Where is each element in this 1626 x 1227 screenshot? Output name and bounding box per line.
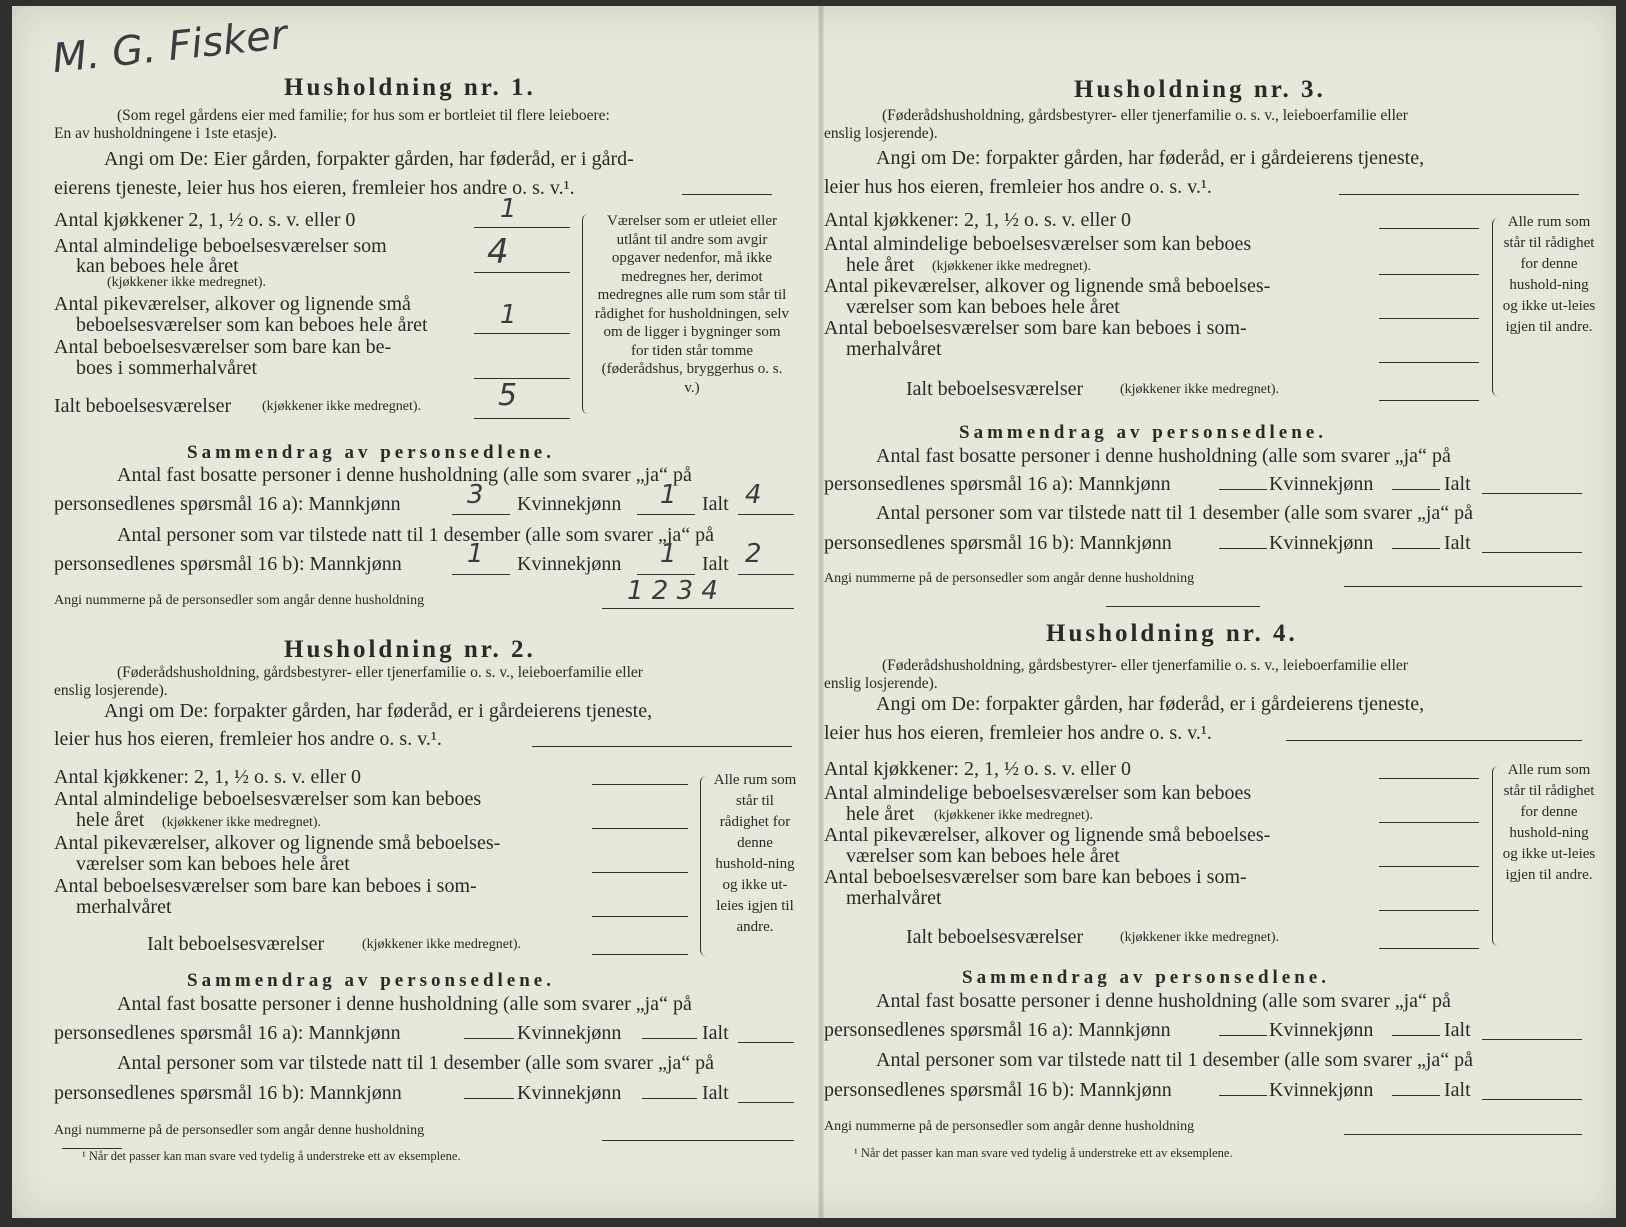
h1-a-line-2: [637, 514, 695, 515]
h1-a-kv-label: Kvinnekjønn: [517, 493, 622, 515]
h3-maid-2: værelser som kan beboes hele året: [846, 296, 1120, 318]
h2-summer-2: merhalvåret: [76, 896, 172, 918]
h4-kitchens-label: Antal kjøkkener: 2, 1, ½ o. s. v. eller 0: [824, 758, 1131, 780]
h4-num-label: Angi nummerne på de personsedler som angår denne husholdning: [824, 1119, 1195, 1134]
h1-b-kvinne: 1: [660, 539, 677, 569]
h1-b-line-3: [738, 574, 794, 575]
h1-total-note: (kjøkkener ikke medregnet).: [262, 399, 421, 414]
h4-total-note: (kjøkkener ikke medregnet).: [1120, 930, 1279, 945]
handwritten-signature: M. G. Fisker: [50, 11, 290, 83]
h1-b-ialt-label: Ialt: [702, 553, 729, 575]
census-sheet: [12, 6, 1616, 1218]
h4-s3: Antal personer som var tilstede natt til 1 desember (alle som svarer „ja“ på: [876, 1049, 1474, 1071]
h2-b-line-3: [738, 1102, 794, 1103]
h4-note-2: enslig losjerende).: [824, 675, 938, 692]
h2-num-line: [602, 1140, 794, 1141]
h1-s3: Antal personer som var tilstede natt til 1 desember (alle som svarer „ja“ på: [117, 524, 715, 546]
h4-footnote: ¹ Når det passer kan man svare ved tydelig å understreke ett av eksemplene.: [854, 1146, 1233, 1160]
h2-kitchens-line: [592, 784, 688, 785]
h4-s2: personsedlenes spørsmål 16 a): Mannkjønn: [824, 1019, 1171, 1041]
h1-rooms-line: [474, 272, 570, 273]
h4-summer-2: merhalvåret: [846, 887, 942, 909]
h2-a-line-3: [738, 1042, 794, 1043]
h1-kitchens-line: [474, 227, 570, 228]
h3-rooms-2: hele året: [846, 254, 915, 276]
h3-section-divider: [1106, 606, 1260, 607]
h4-angi-1: Angi om De: forpakter gården, har føderåd, er i gårdeierens tjeneste,: [876, 693, 1425, 715]
h3-rooms-note: (kjøkkener ikke medregnet).: [932, 259, 1091, 274]
h3-num-label: Angi nummerne på de personsedler som angår denne husholdning: [824, 571, 1195, 586]
h3-a-line-2: [1392, 489, 1440, 490]
h3-num-line: [1344, 586, 1582, 587]
h1-rooms-value: 4: [487, 232, 509, 272]
h2-maid-2: værelser som kan beboes hele året: [76, 853, 350, 875]
h4-s4: personsedlenes spørsmål 16 b): Mannkjønn: [824, 1079, 1172, 1101]
h1-a-ialt-label: Ialt: [702, 493, 729, 515]
h2-b-line-1: [464, 1098, 514, 1099]
h1-s4: personsedlenes spørsmål 16 b): Mannkjønn: [54, 553, 402, 575]
h2-total-line: [592, 954, 688, 955]
h3-rooms-line: [1379, 274, 1479, 275]
h4-total-label: Ialt beboelsesværelser: [906, 926, 1084, 948]
h1-total-label: Ialt beboelsesværelser: [54, 395, 232, 417]
h1-summer-2: boes i sommerhalvåret: [76, 357, 258, 379]
h2-total-label: Ialt beboelsesværelser: [147, 933, 325, 955]
h1-s2: personsedlenes spørsmål 16 a): Mannkjønn: [54, 493, 401, 515]
h1-brace: [582, 214, 593, 414]
h3-angi-1: Angi om De: forpakter gården, har føderåd, er i gårdeierens tjeneste,: [876, 147, 1425, 169]
h3-title: Husholdning nr. 3.: [1074, 76, 1326, 103]
h1-angi-2: eierens tjeneste, leier hus hos eieren, fremleier hos andre o. s. v.¹.: [54, 177, 575, 199]
h2-b-kv-label: Kvinnekjønn: [517, 1082, 622, 1104]
h2-side-note: Alle rum som står til rådighet for denne hushold-ning og ikke ut-leies igjen til andre.: [713, 772, 797, 935]
h2-num-label: Angi nummerne på de personsedler som angår denne husholdning: [54, 1123, 425, 1138]
h4-a-ialt-label: Ialt: [1444, 1019, 1471, 1041]
h1-maid-2: beboelsesværelser som kan beboes hele året: [76, 314, 428, 336]
h4-summary-title: Sammendrag av personsedlene.: [962, 967, 1330, 988]
h1-summer-line: [474, 378, 570, 379]
h2-title: Husholdning nr. 2.: [284, 636, 536, 663]
h3-side-note: Alle rum som står til rådighet for denne hushold-ning og ikke ut-leies igjen til andre.: [1502, 214, 1596, 335]
h1-num-line: [602, 608, 794, 609]
h2-b-ialt-label: Ialt: [702, 1082, 729, 1104]
h2-b-line-2: [642, 1098, 697, 1099]
left-page: [12, 6, 818, 1218]
h3-total-line: [1379, 400, 1479, 401]
h3-s2: personsedlenes spørsmål 16 a): Mannkjønn: [824, 473, 1171, 495]
h1-num-value: 1 2 3 4: [627, 576, 718, 606]
h4-side-note: Alle rum som står til rådighet for denne hushold-ning og ikke ut-leies igjen til andre.: [1502, 762, 1596, 883]
h1-maid-1: Antal pikeværelser, alkover og lignende små: [54, 293, 411, 315]
h2-s2: personsedlenes spørsmål 16 a): Mannkjønn: [54, 1022, 401, 1044]
h3-maid-line: [1379, 318, 1479, 319]
h3-summary-title: Sammendrag av personsedlene.: [959, 422, 1327, 443]
h4-summer-line: [1379, 910, 1479, 911]
h1-b-kv-label: Kvinnekjønn: [517, 553, 622, 575]
h4-kitchens-line: [1379, 778, 1479, 779]
h3-b-ialt-label: Ialt: [1444, 532, 1471, 554]
h4-rooms-1: Antal almindelige beboelsesværelser som kan beboes: [824, 782, 1252, 804]
h4-rooms-line: [1379, 822, 1479, 823]
h3-b-line-1: [1219, 548, 1267, 549]
h1-b-line-1: [452, 574, 510, 575]
h2-s1: Antal fast bosatte personer i denne husholdning (alle som svarer „ja“ på: [117, 993, 692, 1015]
h2-footnote: ¹ Når det passer kan man svare ved tydelig å understreke ett av eksemplene.: [82, 1149, 461, 1163]
h3-a-line-3: [1482, 493, 1582, 494]
h3-b-kv-label: Kvinnekjønn: [1269, 532, 1374, 554]
h2-summer-line: [592, 916, 688, 917]
h1-note-2: En av husholdningene i 1ste etasje).: [54, 125, 277, 142]
h1-a-kvinne: 1: [660, 480, 677, 510]
h2-s4: personsedlenes spørsmål 16 b): Mannkjønn: [54, 1082, 402, 1104]
h3-b-line-3: [1482, 552, 1582, 553]
h4-maid-2: værelser som kan beboes hele året: [846, 845, 1120, 867]
h1-summer-1: Antal beboelsesværelser som bare kan be-: [54, 336, 392, 358]
h4-summer-1: Antal beboelsesværelser som bare kan beboes i som-: [824, 866, 1247, 888]
h1-side-note: Værelser som er utleiet eller utlånt til andre som avgir opgaver nedenfor, må ikke medregnes her, derimot medregnes alle rum som står til rådighet for husholdningen, selv om de ligger i bygninger som for tiden står tomme (føderådshus, bryggerhus o. s. v.): [594, 213, 790, 396]
h3-summer-2: merhalvåret: [846, 338, 942, 360]
h4-a-line-1: [1219, 1035, 1267, 1036]
h3-s3: Antal personer som var tilstede natt til 1 desember (alle som svarer „ja“ på: [876, 502, 1474, 524]
h3-kitchens-line: [1379, 228, 1479, 229]
h2-summer-1: Antal beboelsesværelser som bare kan beboes i som-: [54, 875, 477, 897]
h3-b-line-2: [1392, 548, 1440, 549]
h2-summary-title: Sammendrag av personsedlene.: [187, 970, 555, 991]
h3-s1: Antal fast bosatte personer i denne husholdning (alle som svarer „ja“ på: [876, 445, 1451, 467]
h4-rooms-note: (kjøkkener ikke medregnet).: [934, 808, 1093, 823]
h4-a-kv-label: Kvinnekjønn: [1269, 1019, 1374, 1041]
h3-rooms-1: Antal almindelige beboelsesværelser som kan beboes: [824, 233, 1252, 255]
h3-maid-1: Antal pikeværelser, alkover og lignende små beboelses-: [824, 275, 1271, 297]
h2-maid-line: [592, 872, 688, 873]
h4-b-line-1: [1219, 1095, 1267, 1096]
h4-rooms-2: hele året: [846, 803, 915, 825]
h1-maid-value: 1: [500, 300, 517, 330]
h3-total-note: (kjøkkener ikke medregnet).: [1120, 382, 1279, 397]
h3-angi-line: [1339, 194, 1579, 195]
h3-note-1: (Føderådshusholdning, gårdsbestyrer- eller tjenerfamilie o. s. v., leieboerfamilie eller: [882, 107, 1408, 124]
h1-num-label: Angi nummerne på de personsedler som angår denne husholdning: [54, 593, 425, 608]
h2-s3: Antal personer som var tilstede natt til 1 desember (alle som svarer „ja“ på: [117, 1052, 715, 1074]
h1-summary-title: Sammendrag av personsedlene.: [187, 442, 555, 463]
h1-a-mann: 3: [467, 480, 484, 510]
h2-a-ialt-label: Ialt: [702, 1022, 729, 1044]
h2-rooms-1: Antal almindelige beboelsesværelser som kan beboes: [54, 788, 482, 810]
h4-b-kv-label: Kvinnekjønn: [1269, 1079, 1374, 1101]
h1-kitchens-label: Antal kjøkkener 2, 1, ½ o. s. v. eller 0: [54, 209, 356, 231]
h4-total-line: [1379, 948, 1479, 949]
h2-brace: [700, 776, 711, 956]
h1-rooms-1: Antal almindelige beboelsesværelser som: [54, 235, 387, 257]
h4-title: Husholdning nr. 4.: [1046, 620, 1298, 647]
h1-a-line-3: [738, 514, 794, 515]
h2-rooms-2: hele året: [76, 809, 145, 831]
right-page: [824, 6, 1616, 1218]
h4-b-ialt-label: Ialt: [1444, 1079, 1471, 1101]
h3-s4: personsedlenes spørsmål 16 b): Mannkjønn: [824, 532, 1172, 554]
h2-a-kv-label: Kvinnekjønn: [517, 1022, 622, 1044]
h2-kitchens-label: Antal kjøkkener: 2, 1, ½ o. s. v. eller 0: [54, 766, 361, 788]
h2-total-note: (kjøkkener ikke medregnet).: [362, 937, 521, 952]
h4-b-line-3: [1482, 1099, 1582, 1100]
h1-b-line-2: [637, 574, 695, 575]
h4-a-line-2: [1392, 1035, 1440, 1036]
h3-a-ialt-label: Ialt: [1444, 473, 1471, 495]
h2-rooms-line: [592, 828, 688, 829]
h2-note-1: (Føderådshusholdning, gårdsbestyrer- eller tjenerfamilie o. s. v., leieboerfamilie eller: [117, 664, 643, 681]
h4-note-1: (Føderådshusholdning, gårdsbestyrer- eller tjenerfamilie o. s. v., leieboerfamilie eller: [882, 657, 1408, 674]
h4-maid-line: [1379, 866, 1479, 867]
h1-rooms-note: (kjøkkener ikke medregnet).: [107, 275, 266, 290]
h1-a-ialt: 4: [745, 480, 762, 510]
h3-note-2: enslig losjerende).: [824, 125, 938, 142]
h3-a-line-1: [1219, 489, 1267, 490]
h2-angi-1: Angi om De: forpakter gården, har føderåd, er i gårdeierens tjeneste,: [104, 700, 653, 722]
h1-a-line-1: [452, 514, 510, 515]
h4-s1: Antal fast bosatte personer i denne husholdning (alle som svarer „ja“ på: [876, 990, 1451, 1012]
h2-note-2: enslig losjerende).: [54, 682, 168, 699]
h4-angi-line: [1286, 740, 1582, 741]
h1-total-line: [474, 418, 570, 419]
h2-rooms-note: (kjøkkener ikke medregnet).: [162, 815, 321, 830]
h2-a-line-1: [464, 1038, 514, 1039]
h3-kitchens-label: Antal kjøkkener: 2, 1, ½ o. s. v. eller 0: [824, 209, 1131, 231]
h3-angi-2: leier hus hos eieren, fremleier hos andre o. s. v.¹.: [824, 176, 1212, 198]
h1-total-value: 5: [498, 378, 518, 413]
h1-title: Husholdning nr. 1.: [284, 74, 536, 101]
h1-rooms-2: kan beboes hele året: [76, 255, 239, 277]
h3-a-kv-label: Kvinnekjønn: [1269, 473, 1374, 495]
h2-angi-line: [532, 746, 792, 747]
h3-summer-1: Antal beboelsesværelser som bare kan beboes i som-: [824, 317, 1247, 339]
h3-total-label: Ialt beboelsesværelser: [906, 378, 1084, 400]
h1-kitchens-value: 1: [500, 194, 517, 224]
h1-s1: Antal fast bosatte personer i denne husholdning (alle som svarer „ja“ på: [117, 464, 692, 486]
h3-summer-line: [1379, 362, 1479, 363]
h2-maid-1: Antal pikeværelser, alkover og lignende små beboelses-: [54, 832, 501, 854]
h1-angi-1: Angi om De: Eier gården, forpakter gården, har føderåd, er i gård-: [104, 148, 634, 170]
h1-b-mann: 1: [467, 539, 484, 569]
h4-a-line-3: [1482, 1039, 1582, 1040]
h4-angi-2: leier hus hos eieren, fremleier hos andre o. s. v.¹.: [824, 722, 1212, 744]
h1-note-1: (Som regel gårdens eier med familie; for hus som er bortleiet til flere leieboere:: [117, 107, 610, 124]
h4-b-line-2: [1392, 1095, 1440, 1096]
h2-a-line-2: [642, 1038, 697, 1039]
h1-maid-line: [474, 333, 570, 334]
h4-num-line: [1344, 1134, 1582, 1135]
h1-b-ialt: 2: [745, 539, 762, 569]
h2-angi-2: leier hus hos eieren, fremleier hos andre o. s. v.¹.: [54, 728, 442, 750]
h4-maid-1: Antal pikeværelser, alkover og lignende små beboelses-: [824, 824, 1271, 846]
h1-angi-answer-line: [682, 194, 772, 195]
